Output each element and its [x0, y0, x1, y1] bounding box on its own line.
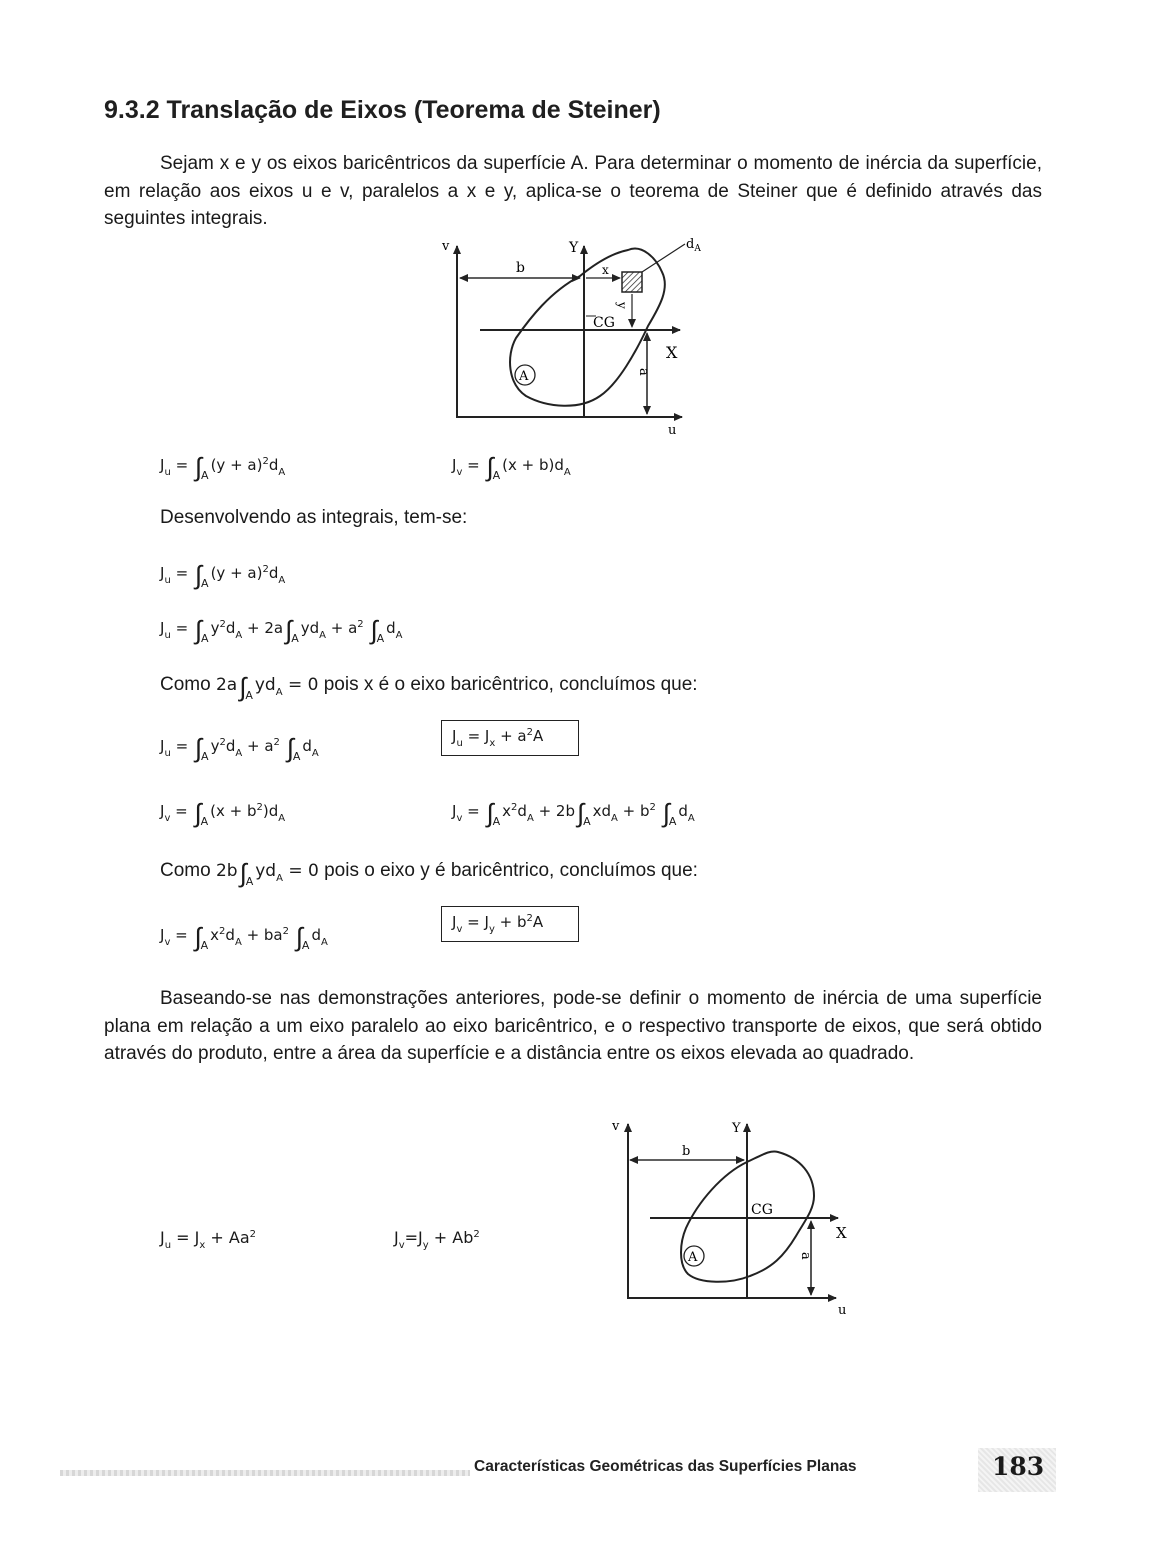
eq-Ju-expanded: $J_u = \int_Ay^2d_A + 2a\int_Ayd_A + a^2$ $\int_Ad_A$ [160, 616, 403, 646]
fig1-dA-label: $d_A$ [686, 237, 701, 254]
page-footer [0, 1448, 1152, 1492]
footer-rule [60, 1470, 470, 1476]
boxed-Ju-steiner: $J_u = J_x + a^2A$ [441, 720, 579, 756]
fig2-a-label: a [798, 1252, 813, 1260]
fig1-y-label: y [615, 302, 629, 309]
section-title: 9.3.2 Translação de Eixos (Teorema de Steiner) [104, 96, 661, 124]
eq-Ju-repeat: $J_u = \int_A(y + a)^2d_A$ [160, 561, 286, 591]
fig1-Y-label: Y [569, 240, 579, 256]
fig1-A-label: A [519, 369, 529, 384]
final-text: Baseando-se nas demonstrações anteriores, pode-se definir o momento de inércia de uma superfície plana em relação a um eixo paralelo ao eixo baricêntrico, e o respectivo transporte de eixos, que será obtido através do produto, entre a área da superfície e a distância entre os eixos elevada ao quadrado. [104, 988, 1042, 1064]
eq-Ju-result: $J_u = \int_Ay^2d_A + a^2$ $\int_Ad_A$ [160, 734, 319, 764]
fig2-Y-label: Y [732, 1121, 741, 1136]
fig1-X-label: X [666, 343, 678, 362]
fig1-x-label: x [602, 263, 609, 277]
fig2-A-label: A [688, 1250, 698, 1265]
boxed-Jv-steiner: $J_v = J_y + b^2A$ [441, 906, 579, 942]
final-Jv-formula: $J_v=J_y + Ab^2$ [394, 1228, 480, 1251]
eq-Jv-squared: $J_v = \int_A(x + b^2)d_A$ [160, 799, 286, 829]
eq-Ju-def: $J_u = \int_A(y + a)^2d_A$ [160, 453, 286, 483]
final-Ju-formula: $J_u = J_x + Aa^2$ [160, 1228, 257, 1251]
fig1-a-label: a [636, 368, 651, 376]
fig2-X-label: X [836, 1224, 847, 1242]
fig1-v-label: v [442, 239, 450, 254]
fig2-CG-label: CG [751, 1202, 773, 1218]
fig2-u-label: u [838, 1303, 847, 1318]
steiner-figure-1 [430, 232, 720, 442]
como1-line: Como $2a\int_Ayd_A = 0$ pois x é o eixo baricêntrico, concluímos que: [160, 673, 698, 703]
fig1-CG-label: CG [593, 315, 615, 331]
final-paragraph [104, 985, 1042, 1068]
page-number: 183 [992, 1452, 1045, 1481]
footer-chapter-title: Características Geométricas das Superfícies Planas [474, 1458, 857, 1475]
como2-line: Como $2b\int_Ayd_A = 0$ pois o eixo y é baricêntrico, concluímos que: [160, 859, 698, 889]
fig1-b-label: b [516, 260, 525, 276]
dA-leader [642, 244, 685, 272]
intro-text: Sejam x e y os eixos baricêntricos da superfície A. Para determinar o momento de inércia da superfície, em relação aos eixos u e v, paralelos a x e y, aplica-se o teorema de Steiner que é definido através das seguintes integrais. [104, 153, 1042, 229]
area-element [622, 272, 642, 292]
intro-paragraph [104, 150, 1042, 233]
steiner-figure-2 [604, 1112, 864, 1322]
fig2-b-label: b [682, 1144, 691, 1159]
eq-Jv-expanded: $J_v = \int_Ax^2d_A + 2b\int_Axd_A + b^2$ $\int_Ad_A$ [452, 799, 695, 829]
develop-text: Desenvolvendo as integrais, tem-se: [160, 507, 468, 528]
eq-Jv-def: $J_v = \int_A(x + b)d_A$ [452, 453, 571, 483]
fig2-v-label: v [612, 1119, 620, 1134]
eq-Jv-result: $J_v = \int_Ax^2d_A + ba^2$ $\int_Ad_A$ [160, 923, 328, 953]
fig1-u-label: u [668, 423, 677, 438]
